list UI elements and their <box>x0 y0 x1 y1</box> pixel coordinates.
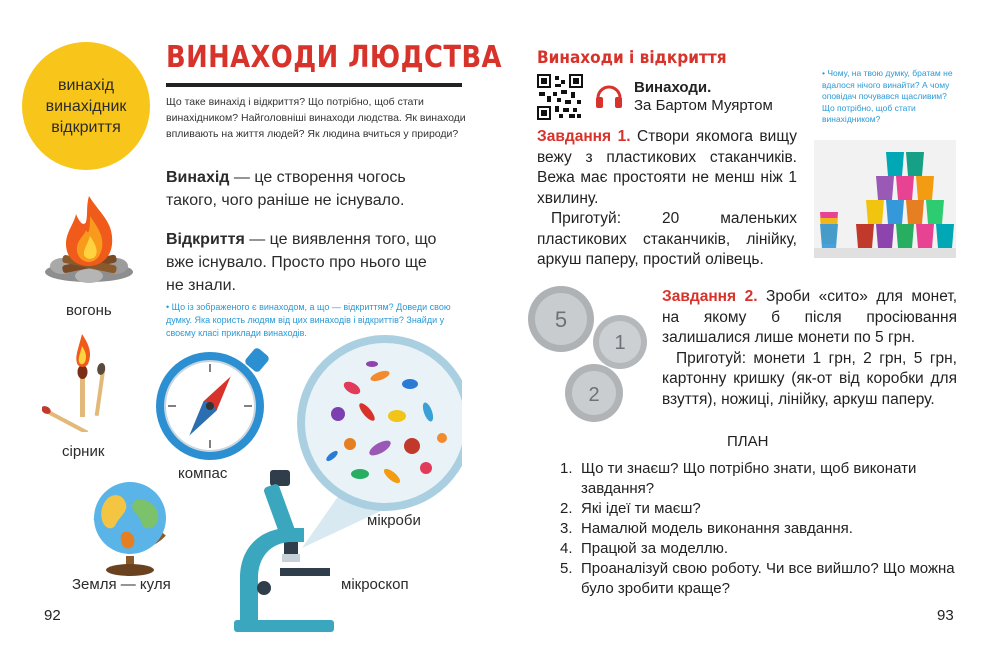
invention-definition <box>166 166 446 212</box>
task-1 <box>537 127 797 271</box>
audio-story-author: За Бартом Муяртом <box>634 97 773 114</box>
fire-label: вогонь <box>66 302 112 319</box>
invention-text: — це створення чогось такого, чого раніше не існувало. <box>166 169 406 209</box>
discovery-term: Відкриття <box>166 231 245 248</box>
page-title: ВИНАХОДИ ЛЮДСТВА <box>166 40 502 75</box>
coin-1-value: 1 <box>614 332 626 354</box>
compass-label: компас <box>178 465 228 482</box>
globe-illustration <box>80 470 180 578</box>
coin-2-value: 2 <box>588 384 600 406</box>
page-number-left: 92 <box>44 607 61 624</box>
discussion-question: • Що із зображеного є винаходом, а що — відкриттям? Доведи свою думку. Яка користь людям від цих винаходів і відкриттів? Знайди у своєму класі приклади винаходів. <box>166 302 451 338</box>
lesson-intro: Що таке винахід і відкриття? Що потрібно, щоб стати винахідником? Найголовніші винаходи людства. Як винаходи впливають на життя людей? Як людина вчиться у природи? <box>166 96 466 140</box>
task-1-text: Створи якомога вищу вежу з пластикових стаканчиків. Вежа має простояти не менш ніж 1 хвилину. <box>537 128 797 207</box>
task-2-prepare: Приготуй: монети 1 грн, 2 грн, 5 грн, картонну кришку (як-от від коробки для взуття), ножиці, лінійку, аркуш паперу. <box>662 349 957 408</box>
earth-label: Земля — куля <box>72 576 171 593</box>
microbes-label: мікроби <box>367 512 421 529</box>
keyword-bubble <box>22 42 150 170</box>
keyword-2: винахідник <box>45 97 127 115</box>
task-2 <box>662 287 957 410</box>
task-2-text: Зроби «сито» для монет, на якому б після просіювання залишалися лише монети по 5 грн. <box>662 288 958 346</box>
cup-tower-illustration <box>814 140 956 258</box>
headphones-icon[interactable] <box>594 80 624 110</box>
plan-step: 2. Які ідеї ти маєш? <box>560 500 701 517</box>
microscope-illustration <box>230 468 350 633</box>
title-underline <box>166 83 462 87</box>
plan-list <box>560 459 960 599</box>
reflection-question: • Чому, на твою думку, братам не вдалося нічого винайти? А чому оповідач почувався щасливим? Що потрібно, щоб стати винахідником? <box>822 68 953 124</box>
microscope-label: мікроскоп <box>341 576 409 593</box>
plan-step: 1. Що ти знаєш? Що потрібно знати, щоб виконати завдання? <box>560 460 917 497</box>
plan-step: 5. Проаналізуй свою роботу. Чи все вийшло? Що можна було зробити краще? <box>560 560 955 597</box>
plan-step: 4. Працюй за моделлю. <box>560 540 729 557</box>
discovery-definition <box>166 228 446 297</box>
keyword-3: відкриття <box>51 118 121 136</box>
task-2-label: Завдання 2. <box>662 288 758 305</box>
section-title: Винаходи і відкриття <box>537 48 727 68</box>
match-label: сірник <box>62 443 105 460</box>
plan-title: ПЛАН <box>727 433 769 450</box>
task-1-label: Завдання 1. <box>537 128 631 145</box>
coin-illustration <box>527 283 652 443</box>
discovery-text: — це виявлення того, що вже існувало. Просто про нього ще не знали. <box>166 231 437 294</box>
task-1-prepare: Приготуй: 20 маленьких пластикових стаканчиків, лінійку, аркуш паперу, простий олівець. <box>537 210 797 268</box>
plan-step: 3. Намалюй модель виконання завдання. <box>560 520 853 537</box>
fire-illustration <box>42 192 137 287</box>
keyword-1: винахід <box>57 76 115 94</box>
qr-code-icon[interactable] <box>537 74 583 120</box>
page-number-right: 93 <box>937 607 954 624</box>
invention-term: Винахід <box>166 169 230 186</box>
match-illustration <box>42 332 122 432</box>
coin-5-value: 5 <box>554 307 568 332</box>
audio-story-title: Винаходи. <box>634 79 712 96</box>
